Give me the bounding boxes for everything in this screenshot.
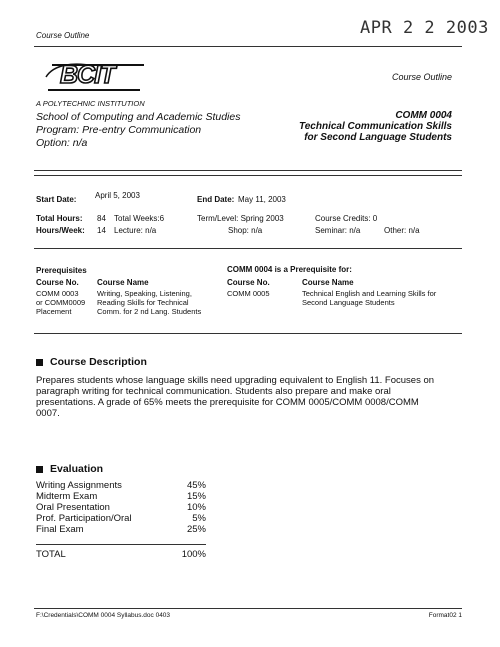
hours-week-value: 14: [97, 226, 106, 235]
evaluation-table: [36, 480, 206, 535]
footer-page: Format02 1: [428, 612, 462, 619]
rule-4: [34, 333, 462, 334]
eval-value: 10%: [186, 502, 206, 513]
description-heading: [36, 356, 147, 368]
course-title-line2: for Second Language Students: [304, 132, 452, 143]
table-row: [36, 502, 206, 513]
total-rule: [36, 544, 206, 545]
prereq-for-name-1: Technical English and Learning Skills for: [302, 289, 437, 298]
shop: Shop: n/a: [228, 226, 263, 235]
prereq-course-names: [97, 289, 201, 316]
logo-text: BCIT: [60, 61, 115, 89]
table-row: [36, 513, 206, 524]
prereq-no-1: COMM 0003: [36, 289, 79, 298]
prereq-for-col-name: Course Name: [302, 278, 354, 287]
term-level: Term/Level: Spring 2003: [197, 214, 284, 223]
prereq-no-3: Placement: [36, 307, 72, 316]
course-credits: Course Credits: 0: [315, 214, 378, 223]
prereq-for-names: [302, 289, 436, 307]
header-rule: [34, 46, 462, 47]
prereq-for-no: COMM 0005: [227, 289, 270, 298]
program: Program: Pre-entry Communication: [36, 124, 202, 136]
start-date-value: April 5, 2003: [95, 191, 140, 200]
description-line-4: 0007.: [36, 408, 60, 419]
end-date-label: End Date:: [197, 195, 235, 204]
description-line-1: Prepares students whose language skills need upgrading equivalent to English 11. Focuses on: [36, 375, 435, 386]
prereq-col-no: Course No.: [36, 278, 79, 287]
bullet-square-icon: [36, 359, 43, 366]
prereq-for-heading: COMM 0004 is a Prerequisite for:: [227, 265, 352, 274]
eval-label: Writing Assignments: [36, 480, 122, 491]
course-code: COMM 0004: [395, 110, 452, 121]
total-hours-value: 84: [97, 214, 106, 223]
eval-label: Final Exam: [36, 524, 84, 535]
eval-value: 5%: [192, 513, 206, 524]
total-hours-label: Total Hours:: [36, 214, 83, 223]
prereq-for-name-2: Second Language Students: [302, 298, 395, 307]
end-date-value: May 11, 2003: [238, 195, 286, 204]
footer-rule: [34, 608, 462, 609]
prereq-col-name: Course Name: [97, 278, 149, 287]
rule-3: [34, 248, 462, 249]
table-row: [36, 524, 206, 535]
prereq-course-nos: [36, 289, 85, 316]
evaluation-heading: [36, 463, 103, 475]
total-label: TOTAL: [36, 549, 66, 560]
eval-value: 15%: [186, 491, 206, 502]
eval-value: 25%: [186, 524, 206, 535]
eval-label: Prof. Participation/Oral: [36, 513, 132, 524]
prereq-for-col-no: Course No.: [227, 278, 270, 287]
course-title-line1: Technical Communication Skills: [299, 121, 452, 132]
eval-label: Midterm Exam: [36, 491, 98, 502]
total-value: 100%: [181, 549, 206, 560]
eval-value: 45%: [186, 480, 206, 491]
rule-2: [34, 175, 462, 176]
start-date-label: Start Date:: [36, 195, 77, 204]
total-weeks: Total Weeks:6: [114, 214, 165, 223]
description-heading-text: Course Description: [50, 356, 147, 368]
rule-1: [34, 170, 462, 171]
eval-label: Oral Presentation: [36, 502, 110, 513]
lecture: Lecture: n/a: [114, 226, 157, 235]
seminar: Seminar: n/a: [315, 226, 361, 235]
table-row: [36, 480, 206, 491]
date-stamp: APR 2 2 2003: [360, 18, 489, 38]
school-name: School of Computing and Academic Studies: [36, 111, 241, 123]
option: Option: n/a: [36, 137, 88, 149]
prereq-heading: Prerequisites: [36, 266, 87, 275]
table-row: [36, 491, 206, 502]
evaluation-heading-text: Evaluation: [50, 463, 104, 475]
prereq-name-2: Reading Skills for Technical: [97, 298, 189, 307]
description-body: [36, 375, 434, 419]
hours-week-label: Hours/Week:: [36, 226, 85, 235]
bullet-square-icon: [36, 466, 43, 473]
description-line-3: presentations. A grade of 65% meets the prerequisite for COMM 0005/COMM 0008/COMM: [36, 397, 419, 408]
header-course-outline: Course Outline: [36, 31, 90, 40]
other: Other: n/a: [384, 226, 420, 235]
prereq-no-2: or COMM0009: [36, 298, 86, 307]
course-outline-label: Course Outline: [391, 72, 452, 82]
prereq-name-1: Writing, Speaking, Listening,: [97, 289, 192, 298]
prereq-name-3: Comm. for 2 nd Lang. Students: [97, 307, 202, 316]
description-line-2: paragraph writing for technical communication. Students also prepare and make oral: [36, 386, 391, 397]
footer-path: F:\Credentials\COMM 0004 Syllabus.doc 0403: [36, 612, 171, 619]
logo-tagline: A POLYTECHNIC INSTITUTION: [36, 99, 145, 108]
